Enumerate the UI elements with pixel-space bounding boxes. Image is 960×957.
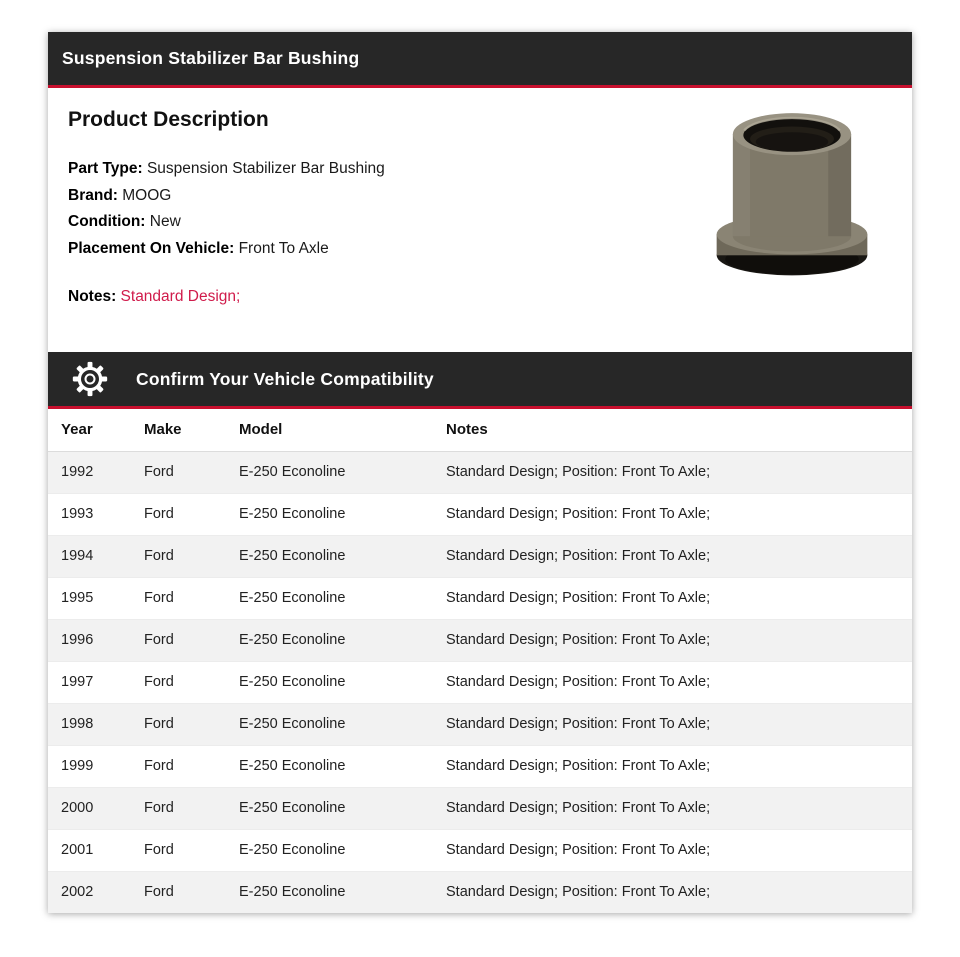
column-header-notes: Notes	[433, 409, 912, 451]
table-cell: Standard Design; Position: Front To Axle;	[433, 451, 912, 493]
product-field: Condition: New	[68, 213, 181, 230]
product-image	[706, 96, 878, 306]
table-cell: Standard Design; Position: Front To Axle;	[433, 871, 912, 913]
compatibility-table	[48, 409, 912, 913]
product-description-heading: Product Description	[68, 108, 269, 131]
table-cell: E-250 Econoline	[226, 535, 433, 577]
table-cell: E-250 Econoline	[226, 619, 433, 661]
table-cell: Ford	[131, 451, 226, 493]
product-description-block	[68, 88, 498, 306]
table-cell: Ford	[131, 493, 226, 535]
product-fields	[68, 156, 498, 262]
table-cell: Ford	[131, 577, 226, 619]
product-field: Brand: MOOG	[68, 186, 172, 204]
table-cell: 1998	[48, 703, 131, 745]
table-row	[48, 535, 912, 577]
table-cell: Ford	[131, 787, 226, 829]
table-cell: Ford	[131, 829, 226, 871]
table-row	[48, 493, 912, 535]
table-header-row	[48, 409, 912, 451]
gear-icon	[72, 361, 108, 397]
table-cell: E-250 Econoline	[226, 703, 433, 745]
compatibility-title: Confirm Your Vehicle Compatibility	[136, 368, 434, 389]
notes-label: Notes:	[68, 288, 117, 305]
table-cell: Ford	[131, 535, 226, 577]
bushing-illustration	[706, 96, 878, 282]
table-row	[48, 829, 912, 871]
table-row	[48, 619, 912, 661]
table-cell: Ford	[131, 871, 226, 913]
table-cell: Standard Design; Position: Front To Axle;	[433, 535, 912, 577]
compatibility-table-body	[48, 451, 912, 913]
table-cell: E-250 Econoline	[226, 661, 433, 703]
table-cell: E-250 Econoline	[226, 451, 433, 493]
table-cell: 1994	[48, 535, 131, 577]
product-title: Suspension Stabilizer Bar Bushing	[62, 48, 360, 68]
table-cell: 1996	[48, 619, 131, 661]
table-cell: 1999	[48, 745, 131, 787]
table-row	[48, 745, 912, 787]
compatibility-table-head	[48, 409, 912, 451]
listing-container	[48, 32, 912, 913]
table-cell: Standard Design; Position: Front To Axle;	[433, 703, 912, 745]
compatibility-section	[48, 352, 912, 913]
table-row	[48, 787, 912, 829]
table-cell: Standard Design; Position: Front To Axle;	[433, 493, 912, 535]
table-cell: E-250 Econoline	[226, 787, 433, 829]
table-cell: Ford	[131, 745, 226, 787]
table-cell: Standard Design; Position: Front To Axle;	[433, 829, 912, 871]
table-row	[48, 703, 912, 745]
table-cell: Standard Design; Position: Front To Axle;	[433, 661, 912, 703]
table-cell: E-250 Econoline	[226, 745, 433, 787]
table-cell: Standard Design; Position: Front To Axle;	[433, 787, 912, 829]
product-field: Placement On Vehicle: Front To Axle	[68, 239, 329, 257]
table-cell: Ford	[131, 619, 226, 661]
column-header-make: Make	[131, 409, 226, 451]
table-cell: 2002	[48, 871, 131, 913]
table-cell: E-250 Econoline	[226, 871, 433, 913]
table-cell: 1995	[48, 577, 131, 619]
table-cell: Standard Design; Position: Front To Axle;	[433, 619, 912, 661]
table-cell: 2001	[48, 829, 131, 871]
product-title-bar	[48, 32, 912, 88]
notes-value: Standard Design;	[120, 288, 241, 305]
table-cell: 2000	[48, 787, 131, 829]
table-cell: Ford	[131, 703, 226, 745]
product-section	[48, 32, 912, 352]
compatibility-header-bar	[48, 352, 912, 409]
column-header-year: Year	[48, 409, 131, 451]
product-field: Part Type: Suspension Stabilizer Bar Bushing	[68, 160, 385, 177]
table-row	[48, 451, 912, 493]
table-cell: 1993	[48, 493, 131, 535]
column-header-model: Model	[226, 409, 433, 451]
product-notes	[68, 288, 498, 306]
table-cell: Standard Design; Position: Front To Axle;	[433, 745, 912, 787]
table-row	[48, 661, 912, 703]
product-body	[48, 88, 912, 352]
table-cell: 1997	[48, 661, 131, 703]
table-cell: E-250 Econoline	[226, 577, 433, 619]
table-row	[48, 871, 912, 913]
table-cell: Ford	[131, 661, 226, 703]
table-row	[48, 577, 912, 619]
table-cell: E-250 Econoline	[226, 829, 433, 871]
table-cell: Standard Design; Position: Front To Axle;	[433, 577, 912, 619]
table-cell: E-250 Econoline	[226, 493, 433, 535]
table-cell: 1992	[48, 451, 131, 493]
